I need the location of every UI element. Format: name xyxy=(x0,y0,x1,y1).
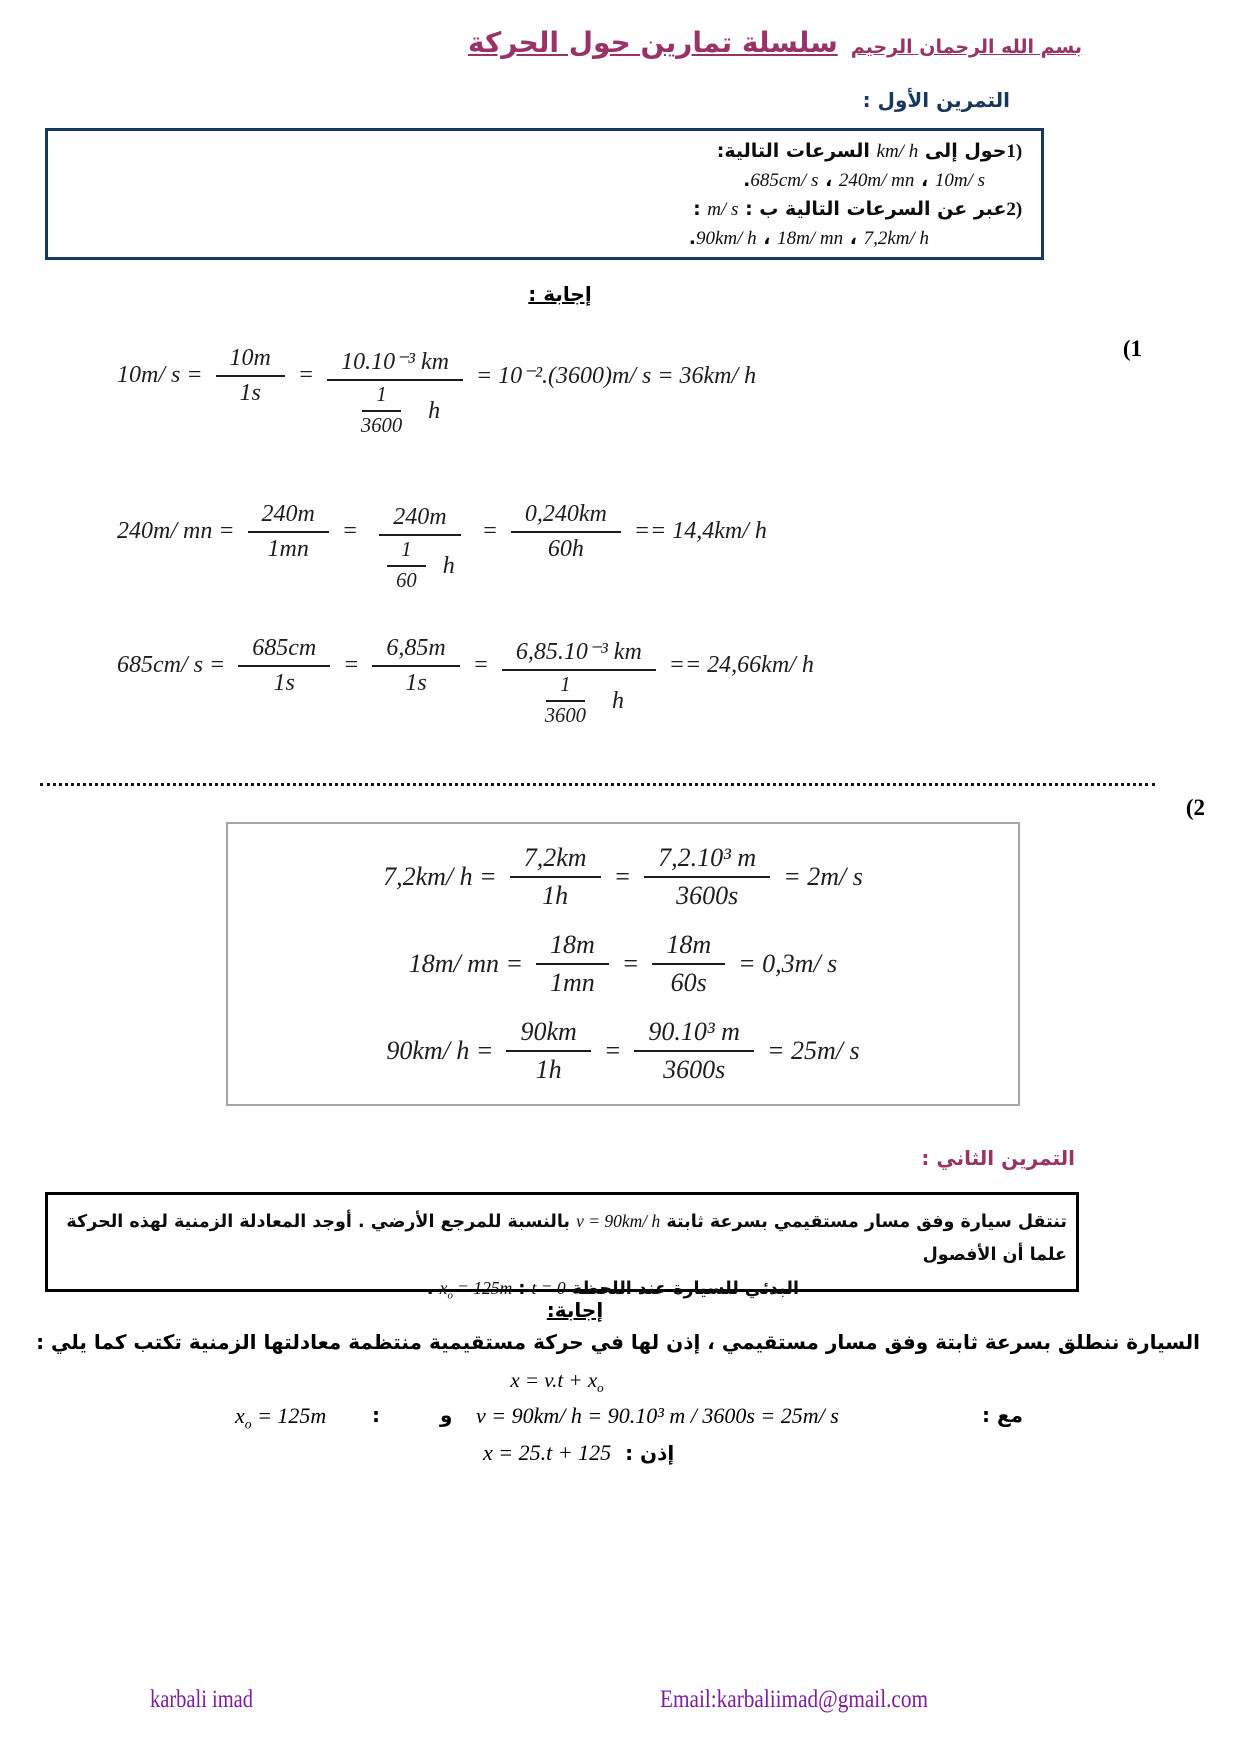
exercise1-box xyxy=(45,128,1044,260)
dotted-separator xyxy=(40,783,1155,786)
exercise1-heading: التمرين الأول : xyxy=(862,88,1010,112)
answer2-heading: إجابة: xyxy=(546,1298,604,1322)
answer1-part2-box xyxy=(226,822,1020,1106)
equation-10ms: 10m/ s = $\frac{10m}{1s}$ = 10.10⁻³ km $\frac{1}{3600}$ h = 10⁻².(3600)m/ s = 36km/ h xyxy=(117,344,757,437)
exercise2-box xyxy=(45,1192,1079,1302)
equation-72kmh: 7,2km/ h = $\frac{7,2km}{1h}$ = $\frac{\text{7,2.10³ m}}{3600s}$ = 2m/ s xyxy=(383,843,863,910)
part2-label: (2 xyxy=(1185,795,1205,820)
footer-author: karbali imad xyxy=(150,1686,254,1713)
exercise1-line-4: 7,2km/ h ، 18m/ mn ، 90km/ h. xyxy=(688,227,929,249)
answer2-intro: السيارة ننطلق بسرعة ثابتة وفق مسار مستقيمي ، إذن لها في حركة مستقيمية منتظمة معادلتها الزمنية تكتب كما يلي : xyxy=(36,1330,1200,1354)
equation-18mmn: 18m/ mn = $\frac{18m}{1mn}$ = $\frac{18m}{60s}$ = 0,3m/ s xyxy=(408,930,838,997)
colon-separator: : xyxy=(372,1403,380,1427)
exercise1-line-1: 1) حول إلى km/ h السرعات التالية: xyxy=(716,140,1027,162)
exercise2-line-2: البدئي للسيارة عند اللحظة t = 0 : $x_o = 125m$ . xyxy=(426,1278,799,1302)
final-equation: x = 25.t + 125 xyxy=(483,1440,612,1465)
with-label: مع : xyxy=(981,1403,1023,1427)
exercise1-line-2: 10m/ s ، 240m/ mn ، 685cm/ s. xyxy=(743,169,985,191)
v-equation: v = 90km/ h = 90.10³ m / 3600s = 25m/ s xyxy=(476,1403,839,1428)
then-label: إذن : xyxy=(625,1441,675,1465)
page-title: سلسلة تمارين حول الحركة xyxy=(468,26,838,59)
exercise2-heading: التمرين الثاني : xyxy=(921,1146,1075,1170)
and-word: و xyxy=(440,1403,453,1427)
footer-email: Email:karbaliimad@gmail.com xyxy=(660,1686,929,1713)
with-row xyxy=(0,1403,1240,1439)
exercise2-line-1: تنتقل سيارة وفق مسار مستقيمي بسرعة ثابتة v = 90km/ h بالنسبة للمرجع الأرضي . أوجد المعادلة الزمنية لهذه الحركة علما أن الأفصول xyxy=(66,1211,1067,1265)
equation-90kmh: 90km/ h = $\frac{90km}{1h}$ = $\frac{\text{90.10³ m}}{3600s}$ = 25m/ s xyxy=(386,1017,860,1084)
xo-equation: $x_o = 125m$ xyxy=(235,1403,327,1432)
then-row xyxy=(483,1440,674,1466)
answer1-heading: إجابة : xyxy=(528,282,592,306)
law-equation: $x = v.t + x_o$ xyxy=(510,1368,604,1396)
bismillah-text: بسم الله الرحمان الرحيم xyxy=(850,36,1082,58)
equation-685cms: 685cm/ s = $\frac{685cm}{1s}$ = $\frac{6,85m}{1s}$ = 6,85.10⁻³ km $\frac{1}{3600}$ h == 24,66km/ h xyxy=(117,634,814,727)
part1-label: (1 xyxy=(1122,336,1142,361)
exercise1-line-3: 2) عبر عن السرعات التالية ب : m/ s : xyxy=(693,198,1027,220)
equation-240mmn: 240m/ mn = $\frac{240m}{1mn}$ = 240m $\frac{1}{60}$ h = $\frac{0,240km}{60h}$ == 14,4km/ h xyxy=(117,500,767,592)
